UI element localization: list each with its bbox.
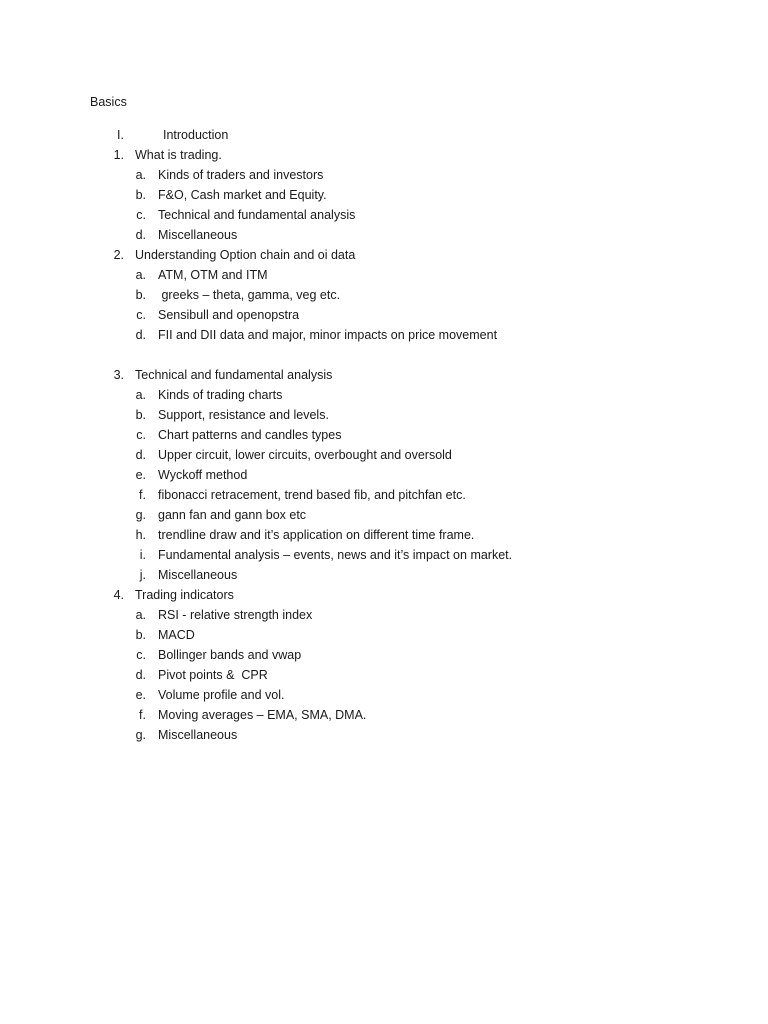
list-item-text: Fundamental analysis – events, news and it’s impact on market. <box>158 548 513 562</box>
list-marker: a. <box>135 608 146 622</box>
list-item-text: ATM, OTM and ITM <box>158 268 268 282</box>
list-marker: e. <box>135 468 146 482</box>
document-title: Basics <box>90 95 127 109</box>
list-item-text: Miscellaneous <box>158 728 238 742</box>
list-marker: j. <box>139 568 146 582</box>
list-marker: 1. <box>113 148 124 162</box>
list-item-text: Bollinger bands and vwap <box>158 648 302 662</box>
list-marker: e. <box>135 688 146 702</box>
list-item-text: Kinds of traders and investors <box>158 168 324 182</box>
list-marker: 2. <box>113 248 124 262</box>
list-marker: c. <box>136 308 146 322</box>
list-item-text: Moving averages – EMA, SMA, DMA. <box>158 708 367 722</box>
list-item-text: trendline draw and it’s application on different time frame. <box>158 528 475 542</box>
list-item-text: Trading indicators <box>135 588 234 602</box>
list-item-text: Understanding Option chain and oi data <box>135 248 356 262</box>
list-item-text: Support, resistance and levels. <box>158 408 329 422</box>
list-marker: c. <box>136 648 146 662</box>
list-item-text: MACD <box>158 628 195 642</box>
list-marker: g. <box>135 728 146 742</box>
list-item-text: What is trading. <box>135 148 222 162</box>
list-marker: 3. <box>113 368 124 382</box>
list-marker: b. <box>135 408 146 422</box>
list-item-text: fibonacci retracement, trend based fib, and pitchfan etc. <box>158 488 466 502</box>
list-marker: b. <box>135 288 146 302</box>
list-item-text: Sensibull and openopstra <box>158 308 300 322</box>
list-marker: b. <box>135 188 146 202</box>
list-marker: a. <box>135 268 146 282</box>
list-item-text: Miscellaneous <box>158 568 238 582</box>
list-item-text: RSI - relative strength index <box>158 608 313 622</box>
list-marker: d. <box>135 668 146 682</box>
list-marker: f. <box>139 708 146 722</box>
list-item-text: Introduction <box>163 128 229 142</box>
list-item-text: Wyckoff method <box>158 468 248 482</box>
list-item-text: FII and DII data and major, minor impacts on price movement <box>158 328 498 342</box>
list-marker: f. <box>139 488 146 502</box>
list-marker: d. <box>135 448 146 462</box>
list-marker: I. <box>117 128 124 142</box>
list-marker: c. <box>136 208 146 222</box>
list-marker: h. <box>135 528 146 542</box>
list-marker: d. <box>135 328 146 342</box>
list-marker: c. <box>136 428 146 442</box>
list-item-text: Technical and fundamental analysis <box>158 208 356 222</box>
list-marker: a. <box>135 168 146 182</box>
list-item-text: Upper circuit, lower circuits, overbought and oversold <box>158 448 452 462</box>
list-marker: 4. <box>113 588 124 602</box>
list-marker: a. <box>135 388 146 402</box>
list-item-text: Volume profile and vol. <box>158 688 285 702</box>
list-item-text: Miscellaneous <box>158 228 238 242</box>
list-item-text: gann fan and gann box etc <box>158 508 307 522</box>
list-marker: g. <box>135 508 146 522</box>
list-item-text: Chart patterns and candles types <box>158 428 342 442</box>
list-item-text: Pivot points & CPR <box>158 668 268 682</box>
list-marker: b. <box>135 628 146 642</box>
list-marker: d. <box>135 228 146 242</box>
list-item-text: Technical and fundamental analysis <box>135 368 333 382</box>
list-marker: i. <box>139 548 146 562</box>
list-item-text: Kinds of trading charts <box>158 388 283 402</box>
list-item-text: F&O, Cash market and Equity. <box>158 188 327 202</box>
list-item-text: greeks – theta, gamma, veg etc. <box>158 288 341 302</box>
